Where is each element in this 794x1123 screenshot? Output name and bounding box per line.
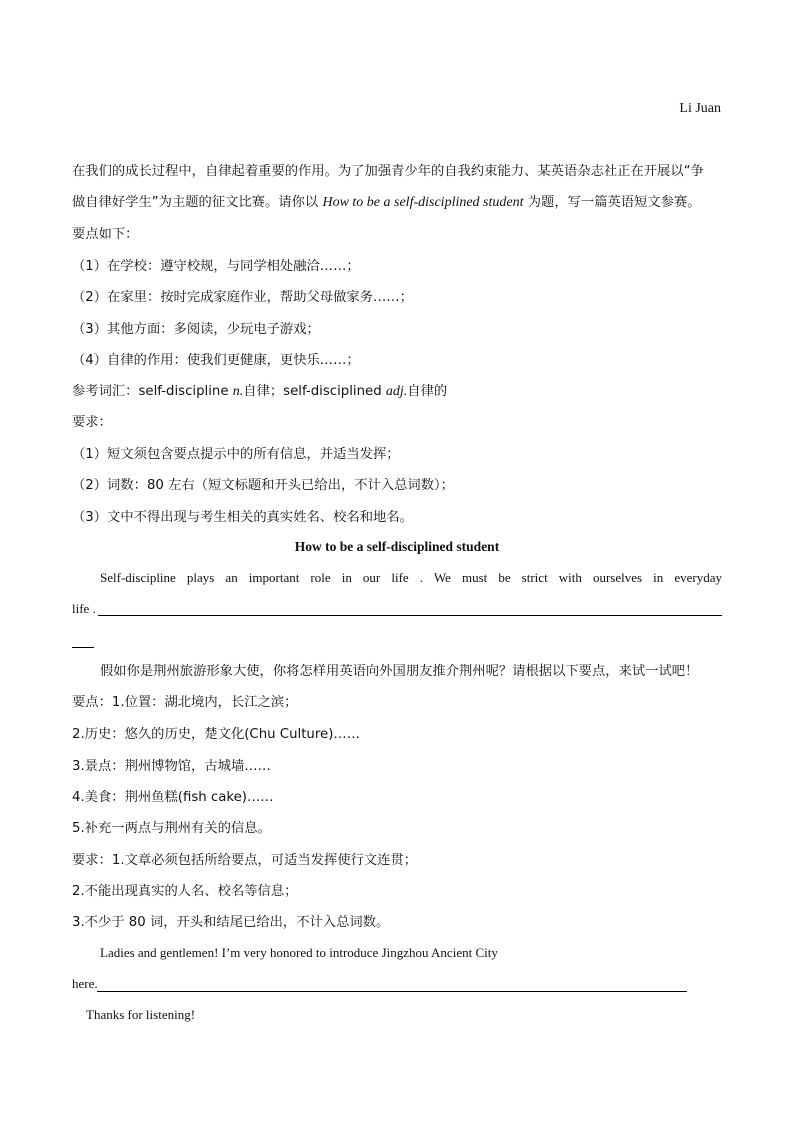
- task1-req-label: 要求：: [72, 415, 112, 430]
- task1-point-4: （4）自律的作用：使我们更健康，更快乐……；: [72, 353, 360, 368]
- task1-point-3: （3）其他方面：多阅读，少玩电子游戏；: [72, 322, 320, 337]
- task1-intro-pre: 做自律好学生”为主题的征文比赛。请你以: [72, 195, 323, 210]
- task2-point-4: 4.美食：荆州鱼糕(fish cake)……: [72, 790, 274, 805]
- task2-closing: Thanks for listening!: [86, 1007, 196, 1022]
- essay-title: How to be a self-disciplined student: [294, 539, 500, 554]
- vocab-adj: adj.: [385, 384, 408, 399]
- task1-intro-line2: [72, 193, 722, 213]
- task1-topic: How to be a self-disciplined student: [322, 195, 524, 210]
- task2-req-1: 要求：1.文章必须包括所给要点，可适当发挥使行文连贯；: [72, 853, 418, 868]
- vocab-pre: 参考词汇：self-discipline: [72, 384, 233, 399]
- task2-point-3: 3.景点：荆州博物馆，古城墙……: [72, 759, 271, 774]
- task1-req-1: （1）短文须包含要点提示中的所有信息，并适当发挥；: [72, 447, 400, 462]
- vocab-n: n.: [232, 384, 244, 399]
- task1-points-label: 要点如下：: [72, 227, 139, 242]
- task2-req-2: 2.不能出现真实的人名、校名等信息；: [72, 884, 298, 899]
- task1-req-3: （3）文中不得出现与考生相关的真实姓名、校名和地名。: [72, 510, 413, 525]
- task2-intro: 假如你是荆州旅游形象大使，你将怎样用英语向外国朋友推介荆州呢？请根据以下要点，来试一试吧！: [100, 664, 699, 679]
- answer-line-3[interactable]: [97, 991, 687, 992]
- task2-point-5: 5.补充一两点与荆州有关的信息。: [72, 821, 271, 836]
- essay-start-line1: Self-discipline plays an important role in our life . We must be strict with ourselves in everyday: [100, 570, 722, 585]
- task2-opening: Ladies and gentlemen! I’m very honored to introduce Jingzhou Ancient City: [100, 945, 498, 960]
- vocab-post: 自律的: [407, 384, 448, 399]
- task1-point-1: （1）在学校：遵守校规，与同学相处融洽……；: [72, 259, 360, 274]
- task1-vocab: [72, 382, 722, 402]
- answer-line-1[interactable]: [98, 615, 722, 616]
- task1-intro-post: 为题，写一篇英语短文参赛。: [523, 195, 701, 210]
- task1-intro-line1: 在我们的成长过程中，自律起着重要的作用。为了加强青少年的自我约束能力、某英语杂志社正在开展以“争: [72, 164, 704, 179]
- task2-point-2: 2.历史：悠久的历史，楚文化(Chu Culture)……: [72, 727, 360, 742]
- task2-req-3: 3.不少于 80 词，开头和结尾已给出，不计入总词数。: [72, 915, 390, 930]
- vocab-mid: 自律；self-disciplined: [243, 384, 386, 399]
- task1-point-2: （2）在家里：按时完成家庭作业，帮助父母做家务……；: [72, 290, 413, 305]
- task2-opening-line2: here.: [72, 976, 98, 991]
- answer-line-2[interactable]: [72, 647, 94, 648]
- task2-point-1: 要点：1.位置：湖北境内，长江之滨；: [72, 695, 298, 710]
- task1-req-2: （2）词数：80 左右（短文标题和开头已给出，不计入总词数）；: [72, 478, 454, 493]
- author-name: Li Juan: [679, 101, 721, 116]
- essay-start-line2: life .: [72, 601, 96, 616]
